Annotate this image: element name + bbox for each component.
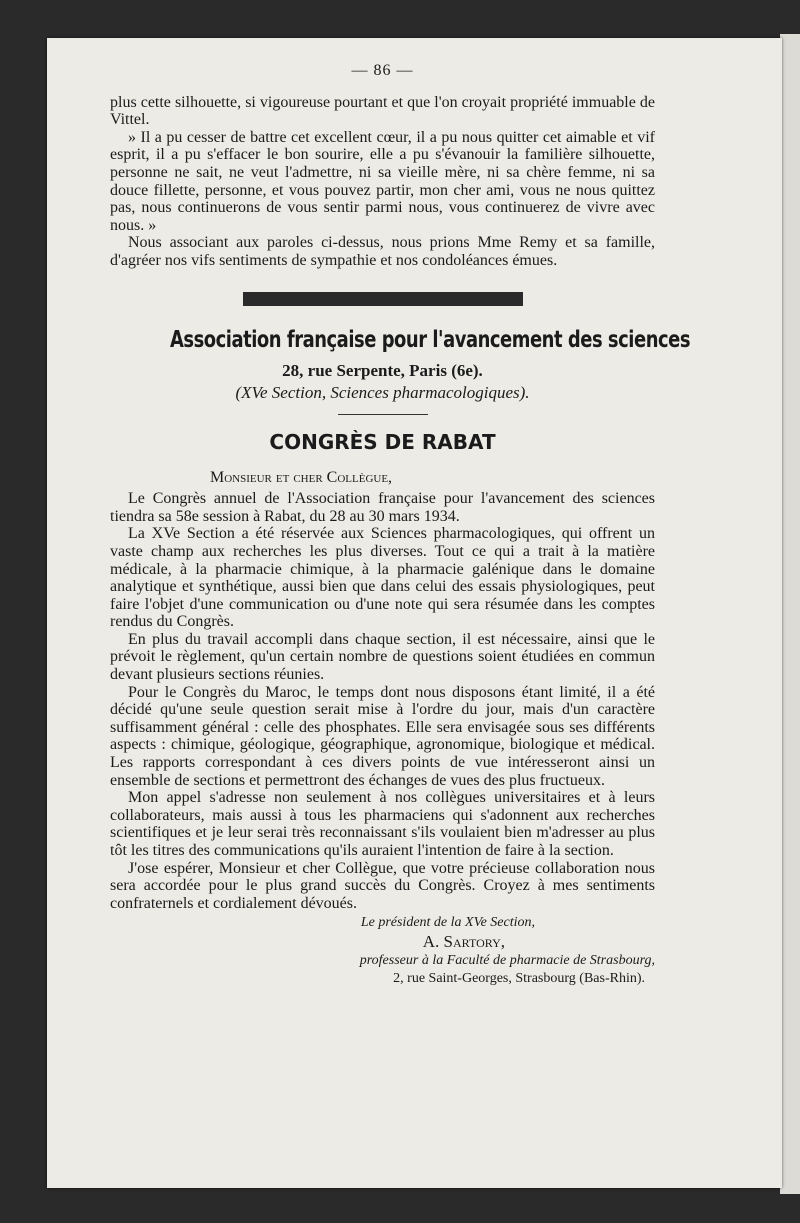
thin-divider — [338, 414, 428, 415]
intro-paragraph: plus cette silhouette, si vigoureuse pourtant et que l'on croyait propriété immuable de Vittel. — [110, 93, 655, 129]
body-paragraph: En plus du travail accompli dans chaque section, il est nécessaire, ainsi que le prévoit le règlement, qu'un certain nombre de questions soient étudiées en commun devant plusieurs sections réunies. — [110, 630, 655, 684]
body-paragraph: Le Congrès annuel de l'Association française pour l'avancement des sciences tiendra sa 58e session à Rabat, du 28 au 30 mars 1934. — [110, 490, 655, 525]
congress-title: CONGRÈS DE RABAT — [269, 429, 496, 454]
page-content — [110, 62, 691, 987]
body-paragraph: J'ose espérer, Monsieur et cher Collègue, que votre précieuse collaboration nous sera accordée pour le plus grand succès du Congrès. Croyez à mes sentiments confraternels et cordialement dévoués. — [110, 859, 655, 912]
signature-address: 2, rue Saint-Georges, Strasbourg (Bas-Rhin). — [393, 970, 645, 986]
salutation: Monsieur et cher Collègue, — [210, 468, 393, 486]
signature-role: professeur à la Faculté de pharmacie de Strasbourg, — [359, 952, 655, 968]
signature-name: A. Sartory, — [422, 931, 505, 951]
body-paragraph: Mon appel s'adresse non seulement à nos collègues universitaires et à leurs collaborateurs, mais aussi à tous les pharmaciens qui s'adonnent aux recherches scientifiques et je leur serai très reconnaissant s'ils voulaient bien m'adresser au plus tôt les titres des communications qu'ils auraient l'intention de faire à la section. — [110, 789, 655, 859]
intro-paragraph: Nous associant aux paroles ci-dessus, nous prions Mme Remy et sa famille, d'agréer nos vifs sentiments de sympathie et nos condoléances émues. — [110, 234, 655, 269]
association-section: (XVe Section, Sciences pharmacologiques). — [235, 382, 530, 402]
page-edge — [780, 34, 800, 1194]
intro-paragraph: » Il a pu cesser de battre cet excellent cœur, il a pu nous quitter cet aimable et vif esprit, il a pu s'effacer le bon sourire, elle a pu s'évanouir la familière silhouette, personne ne sait, ne veut l'admettre, ni sa vieille mère, ni sa chère femme, ni sa douce fillette, personne, et vous pouvez partir, mon cher ami, vous ne nous quittez pas, nous continuerons de vous sentir parmi nous, vous continuerez de vivre avec nous. » — [110, 128, 655, 234]
page-number: — 86 — — [351, 62, 414, 79]
body-paragraph: La XVe Section a été réservée aux Sciences pharmacologiques, qui offrent un vaste champ aux recherches les plus diverses. Tout ce qui a trait à la matière médicale, à la pharmacie chimique, à la pharmacie galénique dans le domaine analytique et synthétique, aussi bien que dans celui des essais physiologiques, peut faire l'objet d'une communication ou d'une note qui sera résumée dans les comptes rendus du Congrès. — [110, 525, 655, 631]
association-address: 28, rue Serpente, Paris (6e). — [282, 360, 483, 380]
signature-title: Le président de la XVe Section, — [360, 915, 535, 931]
body-paragraph: Pour le Congrès du Maroc, le temps dont nous disposons étant limité, il a été décidé qu'une seule question serait mise à l'ordre du jour, mais d'un caractère suffisamment général : celle des phosphates. Elle sera envisagée sous ses différents aspects : chimique, géologique, géographique, agronomique, biologique et médical. Les rapports correspondant à ces divers points de vue intéresseront ainsi un ensemble de sections et permettront des échanges de vues des plus fructueux. — [110, 683, 655, 789]
section-divider-bar — [243, 292, 523, 306]
association-title: Association française pour l'avancement des sciences — [169, 326, 691, 353]
